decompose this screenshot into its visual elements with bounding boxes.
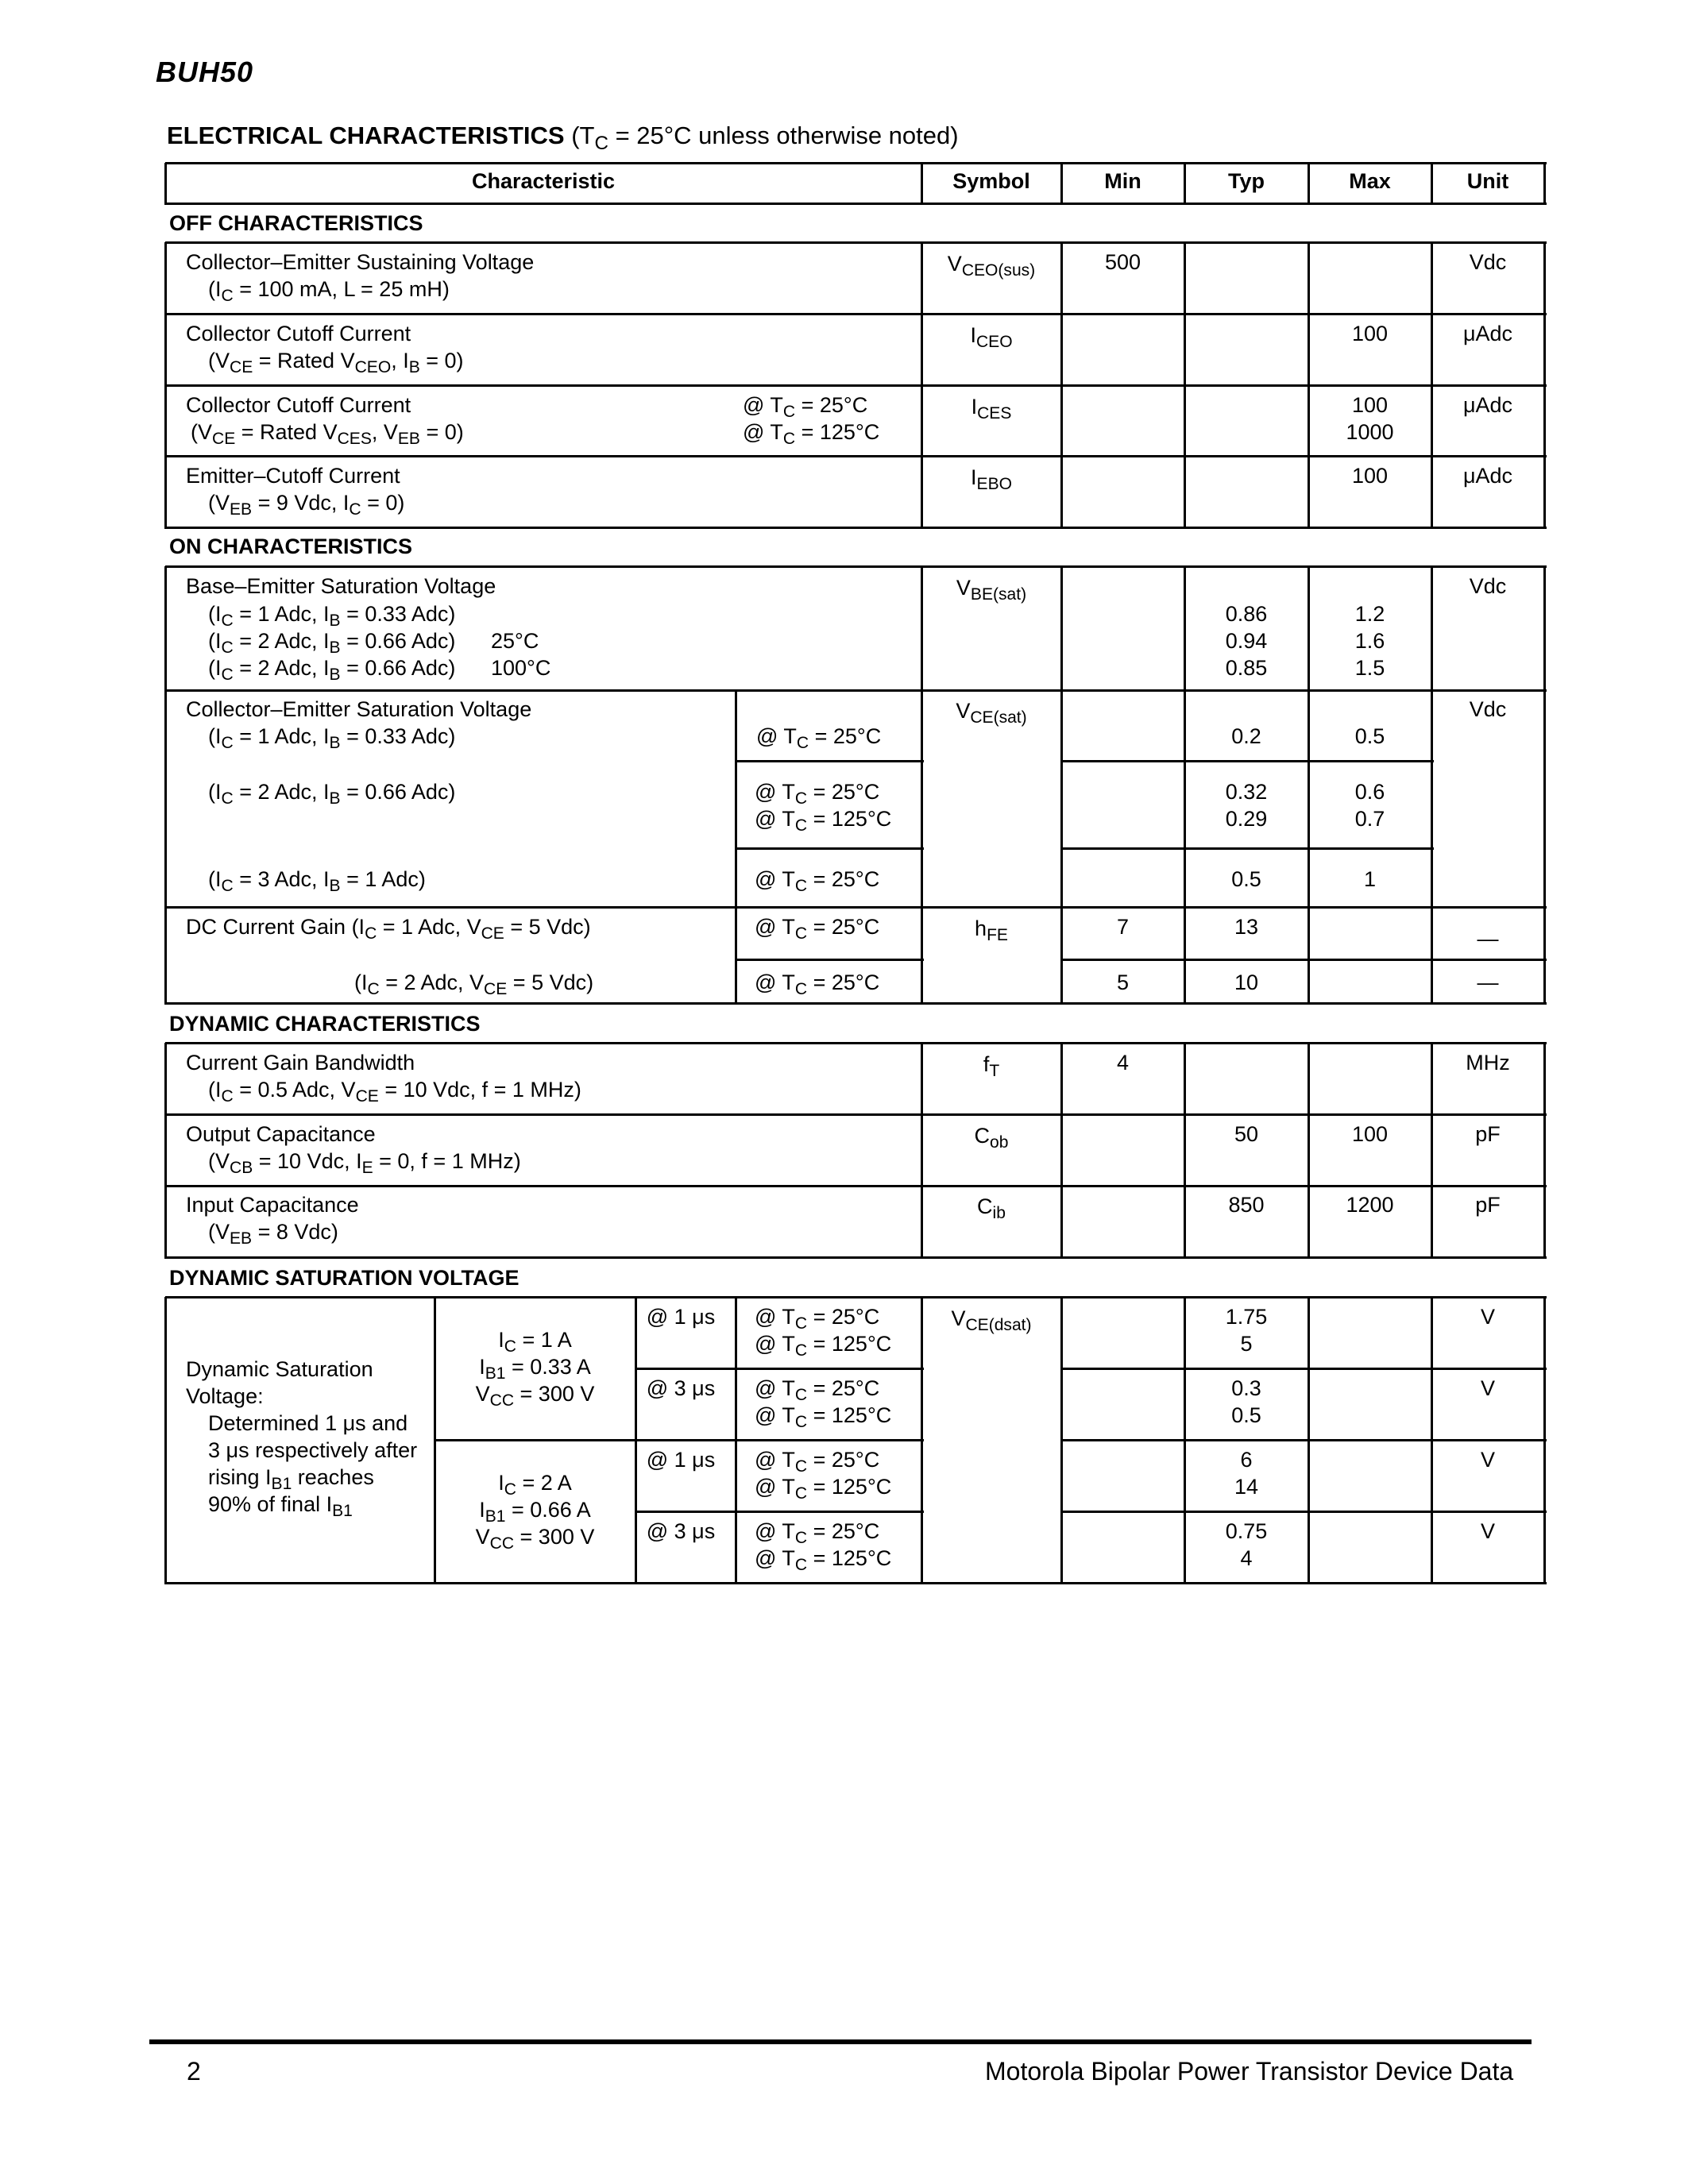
dyn-row-cond: ($V_{CB} = 10$ Vdc, $I_E = 0$, f = 1 MHz) — [208, 1149, 521, 1177]
rule-v — [164, 1043, 167, 1259]
dynsat-unit: V — [1480, 1305, 1495, 1329]
dynsat-desc: Dynamic Saturation — [186, 1357, 373, 1381]
vbe-typ: 0.85 — [1225, 656, 1268, 680]
vbe-max: 1.6 — [1354, 629, 1385, 653]
dynsat-typ: 0.5 — [1231, 1403, 1261, 1427]
rule-v — [1308, 1043, 1310, 1259]
vbe-cond: ($I_C = 2$ Adc, $I_B = 0.66$ Adc) — [208, 629, 456, 657]
dynsat-temp: @ $T_C = 125^\circ C$ — [755, 1475, 892, 1503]
dynsat-time: @ 1 μs — [646, 1448, 716, 1472]
vbe-symbol: $V_{BE(sat)}$ — [956, 576, 1027, 604]
rule-h — [635, 1511, 924, 1513]
rule-h — [165, 241, 1547, 244]
rule-h — [1061, 847, 1434, 850]
dynsat-typ: 1.75 — [1225, 1305, 1268, 1329]
vbe-max: 1.5 — [1354, 656, 1385, 680]
rule-h — [736, 760, 924, 762]
dynsat-desc: Voltage: — [186, 1384, 264, 1408]
rule-h — [635, 1368, 924, 1370]
rule-h — [736, 847, 924, 850]
rule-h — [165, 1002, 1547, 1005]
dynsat-unit: V — [1480, 1448, 1495, 1472]
rule-h — [165, 1185, 1547, 1187]
dynsat-typ: 0.75 — [1225, 1519, 1268, 1543]
vce-max: 0.7 — [1354, 807, 1385, 831]
off-row-cond: ($V_{CE}$ = Rated $V_{CES}$, $V_{EB} = 0$) — [191, 420, 464, 448]
vbe-cond: ($I_C = 1$ Adc, $I_B = 0.33$ Adc) — [208, 602, 456, 630]
vbe-cond: ($I_C = 2$ Adc, $I_B = 0.66$ Adc) — [208, 656, 456, 684]
vce-typ: 0.32 — [1225, 780, 1268, 804]
off-row-unit: μAdc — [1462, 464, 1513, 488]
off-row-symbol: $I_{CEO}$ — [970, 323, 1013, 351]
rule-h — [1061, 760, 1434, 762]
off-row-unit: μAdc — [1462, 393, 1513, 417]
off-row-cond: ($V_{CE}$ = Rated $V_{CEO}$, $I_B = 0$) — [208, 349, 464, 376]
rule-v — [921, 1297, 923, 1584]
dynsat-unit: V — [1480, 1519, 1495, 1543]
dynsat-symbol: $V_{CE(dsat)}$ — [951, 1306, 1032, 1334]
off-row-max: 100 — [1351, 322, 1389, 345]
rule-h — [165, 906, 1547, 909]
rule-v — [164, 566, 167, 1005]
dynsat-group1: $V_{CC} = 300$ V — [475, 1382, 595, 1410]
rule-h — [165, 162, 1547, 164]
col-unit-header: Unit — [1466, 169, 1509, 193]
rule-h — [1061, 1368, 1547, 1370]
dyn-row-cond: ($I_C = 0.5$ Adc, $V_{CE} = 10$ Vdc, f = 1 MHz) — [208, 1078, 581, 1106]
rule-v — [1060, 242, 1063, 529]
dynsat-temp: @ $T_C = 25^\circ C$ — [755, 1448, 880, 1476]
dyn-row-symbol: $f_T$ — [983, 1052, 1000, 1080]
vbe-unit: Vdc — [1469, 574, 1507, 598]
rule-v — [921, 1043, 923, 1259]
vce-cond: ($I_C = 3$ Adc, $I_B = 1$ Adc) — [208, 867, 426, 895]
col-min-header: Min — [1104, 169, 1141, 193]
hfe-min: 5 — [1116, 970, 1130, 994]
dyn-row-symbol: $C_{ob}$ — [974, 1124, 1009, 1152]
dynsat-temp: @ $T_C = 125^\circ C$ — [755, 1332, 892, 1360]
dynsat-unit: V — [1480, 1376, 1495, 1400]
off-row-temp: @ $T_C = 25^\circ C$ — [743, 393, 868, 421]
off-row-unit: Vdc — [1469, 250, 1507, 274]
hfe-unit: — — [1477, 970, 1499, 994]
off-row-name: Emitter–Cutoff Current — [186, 464, 400, 488]
rule-v — [1184, 242, 1186, 529]
dyn-row-typ: 850 — [1228, 1193, 1265, 1217]
rule-h — [165, 1042, 1547, 1044]
vce-cond: ($I_C = 1$ Adc, $I_B = 0.33$ Adc) — [208, 724, 456, 752]
off-row-max: 100 — [1351, 393, 1389, 417]
section-dynsat: DYNAMIC SATURATION VOLTAGE — [169, 1266, 520, 1290]
rule-h — [165, 1582, 1547, 1584]
dynsat-temp: @ $T_C = 125^\circ C$ — [755, 1403, 892, 1431]
hfe-symbol: $h_{FE}$ — [975, 916, 1008, 944]
off-row-cond: ($V_{EB} = 9$ Vdc, $I_C = 0$) — [208, 491, 405, 519]
part-number: BUH50 — [156, 56, 254, 88]
rule-v — [164, 242, 167, 529]
rule-h — [165, 1296, 1547, 1298]
heading-note: ($T_C = 25^\circ C$ unless otherwise noted) — [571, 122, 959, 154]
dynsat-group2: $V_{CC} = 300$ V — [475, 1525, 595, 1553]
rule-h — [165, 455, 1547, 457]
rule-v — [921, 163, 923, 205]
page-number: 2 — [187, 2057, 201, 2086]
dynsat-typ: 5 — [1240, 1332, 1253, 1356]
rule-h — [736, 959, 924, 961]
vce-typ: 0.29 — [1225, 807, 1268, 831]
vce-temp: @ $T_C = 125^\circ C$ — [755, 807, 892, 835]
hfe-name: ($I_C = 2$ Adc, $V_{CE} = 5$ Vdc) — [354, 970, 594, 998]
section-dynamic: DYNAMIC CHARACTERISTICS — [169, 1012, 481, 1036]
dynsat-temp: @ $T_C = 125^\circ C$ — [755, 1546, 892, 1574]
rule-h — [165, 689, 1547, 692]
col-symbol-header: Symbol — [952, 169, 1030, 193]
dynsat-temp: @ $T_C = 25^\circ C$ — [755, 1376, 880, 1404]
vce-temp: @ $T_C = 25^\circ C$ — [755, 780, 880, 808]
off-row-min: 500 — [1104, 250, 1141, 274]
vce-typ: 0.5 — [1231, 867, 1261, 891]
rule-h — [1061, 1511, 1547, 1513]
rule-v — [1184, 566, 1186, 1005]
dynsat-time: @ 3 μs — [646, 1519, 716, 1543]
dyn-row-max: 1200 — [1346, 1193, 1394, 1217]
vbe-typ: 0.86 — [1225, 602, 1268, 626]
rule-h — [165, 527, 1547, 529]
vce-temp: @ $T_C = 25^\circ C$ — [756, 724, 882, 752]
off-row-cond: ($I_C = 100$ mA, L = 25 mH) — [208, 277, 450, 305]
rule-v — [1308, 1297, 1310, 1584]
off-row-symbol: $I_{EBO}$ — [971, 465, 1012, 493]
dynsat-typ: 4 — [1240, 1546, 1253, 1570]
dynsat-desc: 90% of final $I_{B1}$ — [208, 1492, 353, 1520]
rule-h — [1061, 1439, 1547, 1441]
dynsat-time: @ 1 μs — [646, 1305, 716, 1329]
vbe-temp: 100°C — [491, 656, 551, 680]
vce-unit: Vdc — [1469, 697, 1507, 721]
off-row-symbol: $I_{CES}$ — [971, 395, 1012, 423]
off-row-name: Collector Cutoff Current — [186, 322, 411, 345]
dyn-row-symbol: $C_{ib}$ — [977, 1194, 1006, 1222]
table-heading — [167, 122, 959, 154]
hfe-unit: — — [1477, 927, 1499, 951]
rule-v — [1060, 1297, 1063, 1584]
dynsat-typ: 14 — [1234, 1475, 1259, 1499]
vce-max: 1 — [1363, 867, 1377, 891]
dyn-row-name: Current Gain Bandwidth — [186, 1051, 415, 1075]
rule-v — [1184, 1043, 1186, 1259]
dynsat-typ: 0.3 — [1231, 1376, 1261, 1400]
vbe-temp: 25°C — [491, 629, 539, 653]
vce-name: Collector–Emitter Saturation Voltage — [186, 697, 532, 721]
footer-title: Motorola Bipolar Power Transistor Device Data — [985, 2057, 1514, 2086]
dyn-row-max: 100 — [1351, 1122, 1389, 1146]
vce-max: 0.5 — [1354, 724, 1385, 748]
off-row-unit: μAdc — [1462, 322, 1513, 345]
rule-h — [165, 1256, 1547, 1259]
vce-typ: 0.2 — [1231, 724, 1261, 748]
vce-max: 0.6 — [1354, 780, 1385, 804]
vbe-typ: 0.94 — [1225, 629, 1268, 653]
hfe-temp: @ $T_C = 25^\circ C$ — [755, 970, 880, 998]
vce-symbol: $V_{CE(sat)}$ — [956, 699, 1027, 727]
rule-v — [434, 1297, 436, 1584]
dynsat-desc: rising $I_{B1}$ reaches — [208, 1465, 374, 1493]
rule-v — [735, 1297, 737, 1584]
dyn-row-unit: pF — [1475, 1122, 1501, 1146]
dyn-row-cond: ($V_{EB} = 8$ Vdc) — [208, 1220, 338, 1248]
off-row-temp: @ $T_C = 125^\circ C$ — [743, 420, 880, 448]
rule-v — [1184, 1297, 1186, 1584]
section-off: OFF CHARACTERISTICS — [169, 211, 423, 235]
dyn-row-name: Input Capacitance — [186, 1193, 359, 1217]
dyn-row-unit: MHz — [1466, 1051, 1510, 1075]
dynsat-temp: @ $T_C = 25^\circ C$ — [755, 1519, 880, 1547]
hfe-typ: 13 — [1234, 915, 1259, 939]
dyn-row-name: Output Capacitance — [186, 1122, 376, 1146]
dynsat-desc: Determined 1 μs and — [208, 1411, 408, 1435]
vce-cond: ($I_C = 2$ Adc, $I_B = 0.66$ Adc) — [208, 780, 456, 808]
dynsat-group1: $I_{B1} = 0.33$ A — [479, 1355, 591, 1383]
dyn-row-unit: pF — [1475, 1193, 1501, 1217]
footer-rule — [149, 2039, 1532, 2044]
rule-v — [164, 163, 167, 205]
dynsat-desc: 3 μs respectively after — [208, 1438, 418, 1462]
vbe-name: Base–Emitter Saturation Voltage — [186, 574, 496, 598]
hfe-name: DC Current Gain ($I_C = 1$ Adc, $V_{CE} = 5$ Vdc) — [186, 915, 591, 943]
off-row-max: 100 — [1351, 464, 1389, 488]
rule-h — [165, 203, 1547, 205]
col-max-header: Max — [1349, 169, 1391, 193]
dynsat-time: @ 3 μs — [646, 1376, 716, 1400]
rule-h — [165, 384, 1547, 387]
vce-temp: @ $T_C = 25^\circ C$ — [755, 867, 880, 895]
off-row-name: Collector–Emitter Sustaining Voltage — [186, 250, 535, 274]
dynsat-group2: $I_C = 2$ A — [498, 1471, 572, 1499]
dyn-row-typ: 50 — [1234, 1122, 1259, 1146]
col-typ-header: Typ — [1228, 169, 1265, 193]
heading-title: ELECTRICAL CHARACTERISTICS — [167, 122, 565, 149]
rule-v — [735, 690, 737, 1005]
rule-v — [921, 566, 923, 1005]
off-row-name: Collector Cutoff Current — [186, 393, 411, 417]
dynsat-typ: 6 — [1240, 1448, 1253, 1472]
off-row-symbol: $V_{CEO(sus)}$ — [947, 252, 1036, 280]
hfe-temp: @ $T_C = 25^\circ C$ — [755, 915, 880, 943]
rule-h — [1061, 959, 1547, 961]
dynsat-group1: $I_C = 1$ A — [498, 1328, 572, 1356]
dynsat-group2: $I_{B1} = 0.66$ A — [479, 1498, 591, 1526]
rule-h — [165, 565, 1547, 568]
rule-h — [435, 1439, 924, 1441]
hfe-min: 7 — [1116, 915, 1130, 939]
section-on: ON CHARACTERISTICS — [169, 534, 413, 558]
rule-v — [164, 1297, 167, 1584]
off-row-max: 1000 — [1346, 420, 1394, 444]
col-characteristic-header: Characteristic — [471, 169, 616, 193]
dyn-row-min: 4 — [1116, 1051, 1130, 1075]
vbe-max: 1.2 — [1354, 602, 1385, 626]
rule-h — [165, 313, 1547, 315]
rule-h — [165, 1113, 1547, 1116]
hfe-typ: 10 — [1234, 970, 1259, 994]
dynsat-temp: @ $T_C = 25^\circ C$ — [755, 1305, 880, 1333]
rule-v — [921, 242, 923, 529]
